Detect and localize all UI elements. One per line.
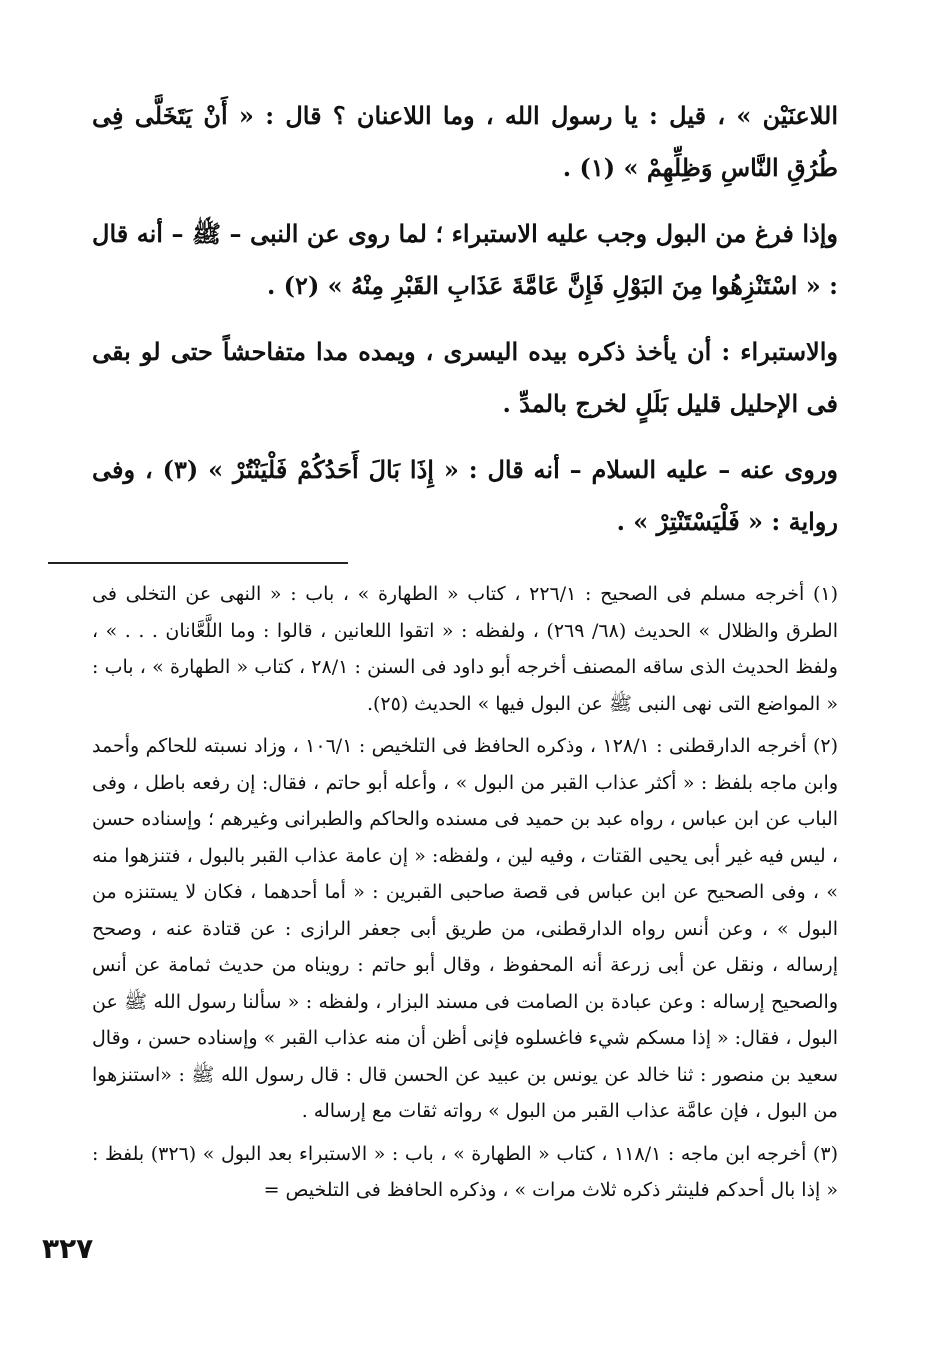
main-paragraph: [92, 444, 838, 548]
main-paragraph: [92, 326, 838, 430]
main-text: [92, 90, 838, 548]
main-paragraph: [92, 90, 838, 194]
footnote-divider: [48, 562, 348, 564]
footnote-2: (٢) أخرجه الدارقطنى : ١٢٨/١ ، وذكره الحافظ فى التلخيص : ١٠٦/١ ، وزاد نسبته للحاكم وأحمد وابن ماجه بلفظ : « أكثر عذاب القبر من البول » ، وأعله أبو حاتم ، فقال: إن رفعه باطل ، وفى الباب عن ابن عباس ، رواه عبد بن حميد فى مسنده والحاكم والطبرانى وغيرهم ؛ وإسناده حسن ، ليس فيه غير أبى يحيى القتات ، وفيه لين ، ولفظه: « إن عامة عذاب القبر بالبول ، فتنزهوا منه » ، وفى الصحيح عن ابن عباس فى قصة صاحبى القبرين : « أما أحدهما ، فكان لا يستنزه من البول » ، وعن أنس رواه الدارقطنى، من طريق أبى جعفر الرازى : عن قتادة عنه ، وصحح إرساله ، ونقل عن أبى زرعة أنه المحفوظ ، وقال أبو حاتم : رويناه من حديث ثمامة عن أنس والصحيح إرساله : وعن عبادة بن الصامت فى مسند البزار ، ولفظه : « سألنا رسول الله ﷺ عن البول ، فقال: « إذا مسكم شيء فاغسلوه فإنى أظن أن منه عذاب القبر » وإسناده حسن ، وقال سعيد بن منصور : ثنا خالد عن يونس بن عبيد عن الحسن قال : قال رسول الله ﷺ : «استنزهوا من البول ، فإن عامَّة عذاب القبر من البول » رواته ثقات مع إرساله .: [91, 735, 838, 1122]
paragraph-text: اللاعنَيْن » ، قيل : يا رسول الله ، وما اللاعنان ؟ قال : « أَنْ يَتَخَلَّى فِى طُرُقِ النَّاسِ وَظِلِّهِمْ » (١) .: [92, 101, 838, 182]
footnotes: [92, 576, 838, 1209]
paragraph-text: وإذا فرغ من البول وجب عليه الاستبراء ؛ لما روى عن النبى – ﷺ – أنه قال : « اسْتَنْزِهُوا مِنَ البَوْلِ فَإِنَّ عَامَّةَ عَذَابِ القَبْرِ مِنْهُ » (٢) .: [92, 219, 838, 300]
book-page: [92, 90, 838, 1310]
main-paragraph: [92, 208, 838, 312]
footnote-1: (١) أخرجه مسلم فى الصحيح : ٢٢٦/١ ، كتاب « الطهارة » ، باب : « النهى عن التخلى فى الطرق والظلال » الحديث (٦٨/ ٢٦٩) ، ولفظه : « اتقوا اللعانين ، قالوا : وما اللَّعَّانان . . . » ، ولفظ الحديث الذى ساقه المصنف أخرجه أبو داود فى السنن : ٢٨/١ ، كتاب « الطهارة » ، باب : « المواضع التى نهى النبى ﷺ عن البول فيها » الحديث (٢٥).: [92, 583, 838, 715]
paragraph-text: وروى عنه – عليه السلام – أنه قال : « إِذَا بَالَ أَحَدُكُمْ فَلْيَنْتُرْ » (٣) ، وفى رواية : « فَلْيَسْتَنْتِرْ » .: [92, 455, 838, 536]
paragraph-text: والاستبراء : أن يأخذ ذكره بيده اليسرى ، ويمده مدا متفاحشاً حتى لو بقى فى الإحليل قليل بَلَلٍ لخرج بالمدِّ .: [92, 337, 838, 418]
page-number: ٣٢٧: [42, 1232, 94, 1265]
footnote-3: (٣) أخرجه ابن ماجه : ١١٨/١ ، كتاب « الطهارة » ، باب : « الاستبراء بعد البول » (٣٢٦) بلفظ : « إذا بال أحدكم فلينثر ذكره ثلاث مرات » ، وذكره الحافظ فى التلخيص =: [92, 1142, 838, 1201]
